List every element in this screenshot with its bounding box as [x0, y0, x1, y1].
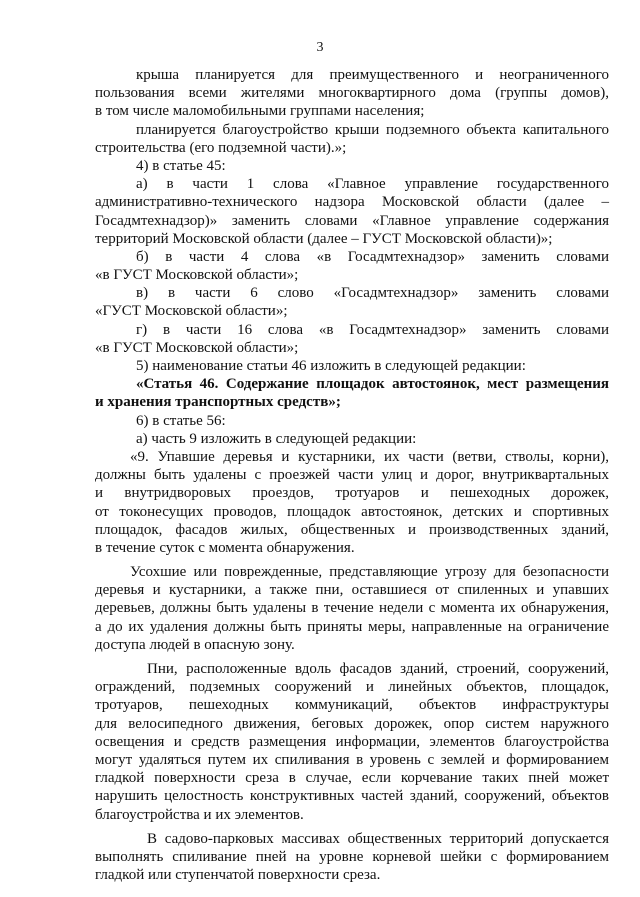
text-line: Пни, расположенные вдоль фасадов зданий, строений, сооружений, [147, 661, 609, 677]
text-line: освещения и средств размещения информации, элементов благоустройства [95, 733, 609, 750]
text-line: г) в части 16 слова «в Госадмтехнадзор» заменить словами [136, 321, 609, 338]
text-line: и внутридворовых проездов, тротуаров и пешеходных дорожек, [95, 485, 609, 502]
text-line: площадок, фасадов жилых, общественных и производственных зданий, [95, 521, 609, 538]
text-line: гладкой или ступенчатой поверхности среза. [95, 867, 381, 884]
text-line: благоустройства и их элементов. [95, 806, 304, 823]
text-line: а) часть 9 изложить в следующей редакции: [136, 430, 417, 447]
text-line: Усохшие или поврежденные, представляющие угрозу для безопасности [130, 564, 609, 581]
text-line: доступа людей в опасную зону. [95, 636, 295, 653]
text-line: «Статья 46. Содержание площадок автостоянок, мест размещения [136, 376, 609, 393]
text-line: ограждений, подземных сооружений и линейных объектов, площадок, [95, 679, 609, 696]
text-line: В садово-парковых массивах общественных территорий допускается [147, 830, 609, 847]
text-line: крыша планируется для преимущественного и неограниченного [136, 67, 609, 83]
text-line: 4) в статье 45: [136, 157, 226, 174]
text-line: Госадмтехнадзор)» заменить словами «Главное управление содержания [95, 212, 609, 229]
text-line: строительства (его подземной части).»; [95, 139, 347, 156]
text-line: б) в части 4 слова «в Госадмтехнадзор» заменить словами [136, 248, 609, 265]
text-line: нарушить целостность конструктивных частей зданий, сооружений, объектов [95, 788, 609, 805]
text-line: в) в части 6 слово «Госадмтехнадзор» заменить словами [136, 285, 609, 302]
text-line: «в ГУСТ Московской области»; [95, 267, 299, 284]
text-line: должны быть удалены с проезжей части улиц и дорог, внутриквартальных [95, 467, 609, 484]
text-line: деревья и кустарники, а также пни, оставшиеся от спиленных и упавших [95, 582, 609, 599]
text-line: «в ГУСТ Московской области»; [95, 339, 299, 356]
text-line: для велосипедного движения, беговых дорожек, опор систем наружного [95, 715, 609, 732]
text-line: гладкой поверхности среза в случае, если корчевание таких пней может [95, 770, 609, 787]
text-line: а) в части 1 слова «Главное управление государственного [136, 176, 609, 193]
text-line: в течение суток с момента обнаружения. [95, 539, 355, 556]
text-line: выполнять спиливание пней на уровне корневой шейки с формированием [95, 848, 609, 865]
text-line: административно-технического надзора Московской области (далее – [95, 194, 609, 211]
text-line: в том числе маломобильными группами населения; [95, 103, 425, 120]
text-line: тротуаров, пешеходных коммуникаций, объектов инфраструктуры [95, 697, 609, 714]
text-line: и хранения транспортных средств»; [95, 394, 341, 411]
text-line: а до их удаления должны быть приняты меры, направленные на ограничение [95, 618, 609, 635]
page-number: 3 [316, 40, 324, 55]
text-line: планируется благоустройство крыши подземного объекта капитального [136, 121, 609, 138]
text-line: территорий Московской области (далее – ГУСТ Московской области)»; [95, 230, 553, 247]
text-line: могут удаляться путем их спиливания в уровень с землей и формированием [95, 751, 609, 768]
text-line: пользования всеми жителями многоквартирного дома (группы домов), [95, 85, 609, 102]
text-line: от токонесущих проводов, площадок автостоянок, детских и спортивных [95, 503, 609, 520]
document-body [95, 66, 609, 884]
text-line: 6) в статье 56: [136, 412, 226, 429]
text-line: деревьев, должны быть удалены в течение недели с момента их обнаружения, [95, 600, 609, 617]
text-line: «ГУСТ Московской области»; [95, 303, 288, 320]
text-line: 5) наименование статьи 46 изложить в следующей редакции: [136, 358, 526, 374]
text-line: «9. Упавшие деревья и кустарники, их части (ветви, стволы, корни), [130, 448, 609, 465]
